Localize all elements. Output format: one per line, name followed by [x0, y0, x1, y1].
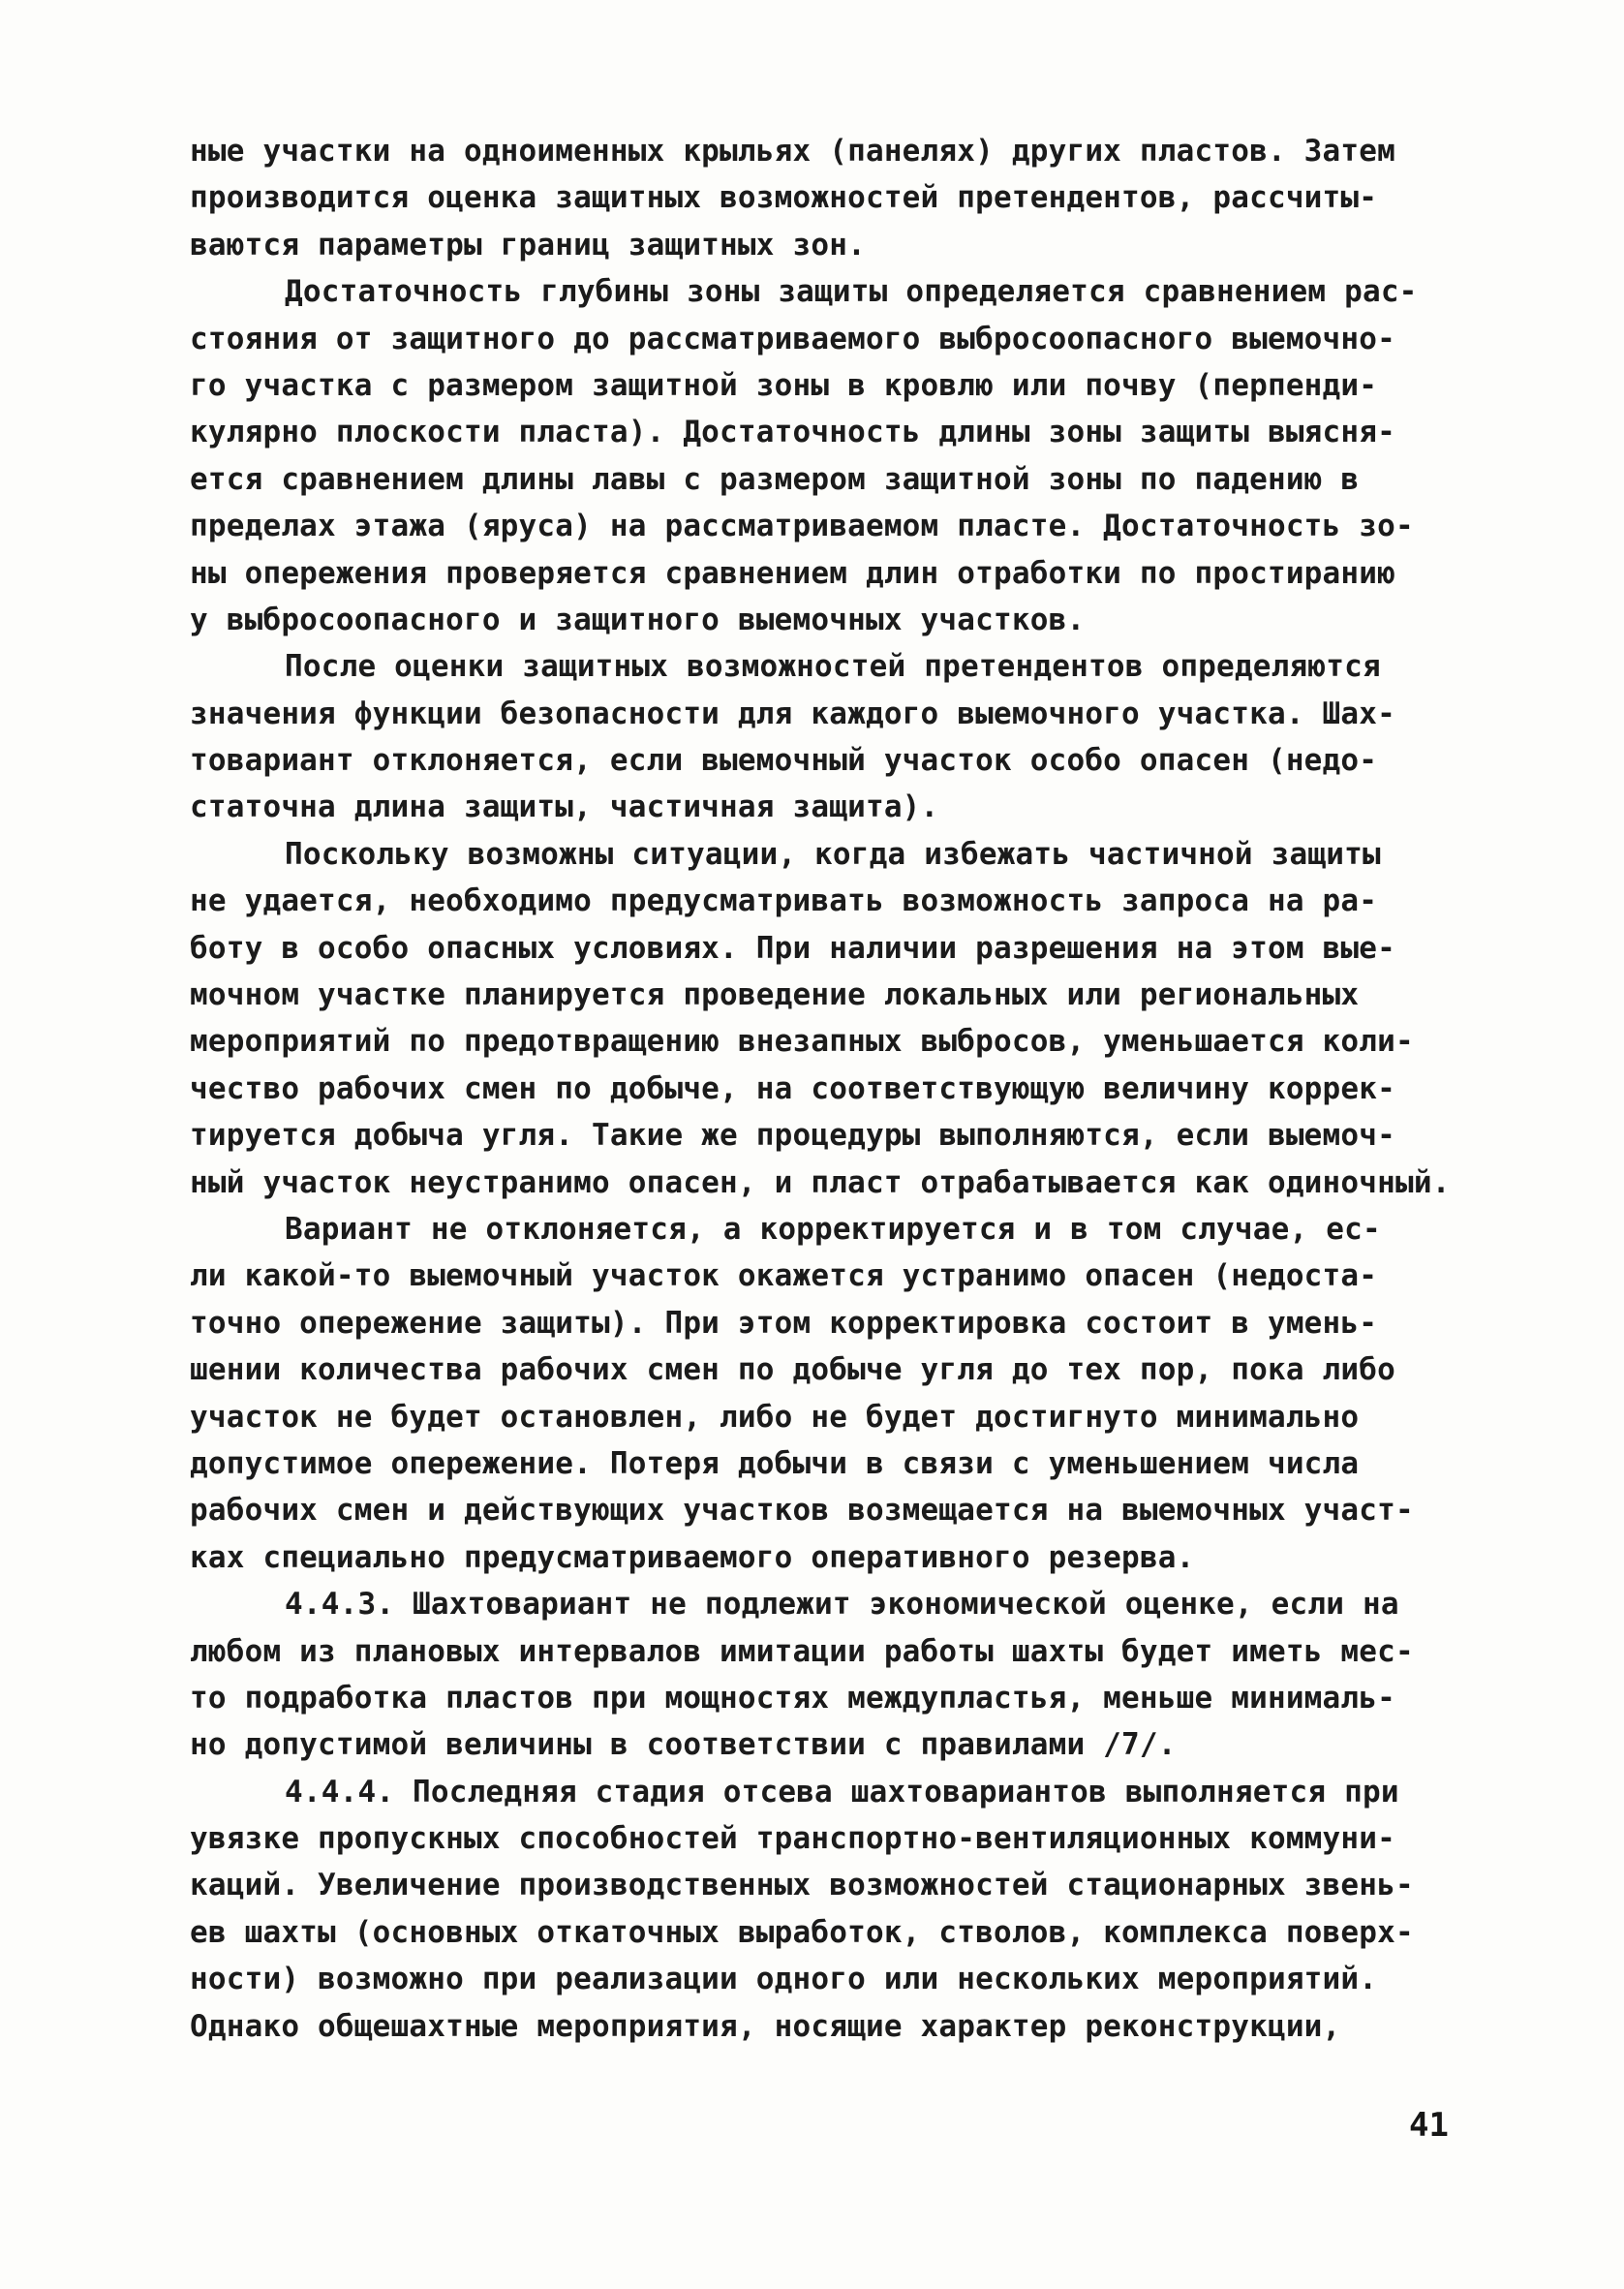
section-4-4-3-start: 4.4.3. Шахтовариант не подлежит экономической оценке, если на — [285, 1587, 1399, 1623]
text-line: участок не будет остановлен, либо не будет достигнуто минимально — [190, 1399, 1360, 1435]
text-line: производится оценка защитных возможностей претендентов, рассчиты- — [190, 180, 1378, 216]
paragraph-start: Поскольку возможны ситуации, когда избежать частичной защиты — [285, 836, 1381, 872]
text-line: увязке пропускных способностей транспортно-вентиляционных коммуни- — [190, 1821, 1395, 1857]
text-line: ны опережения проверяется сравнением длин отработки по простиранию — [190, 555, 1395, 591]
text-line: ваются параметры границ защитных зон. — [190, 227, 866, 263]
text-line: у выбросоопасного и защитного выемочных участков. — [190, 602, 1086, 637]
text-line: пределах этажа (яруса) на рассматриваемом пласте. Достаточность зо- — [190, 509, 1414, 544]
text-line: рабочих смен и действующих участков возмещается на выемочных участ- — [190, 1493, 1414, 1529]
text-line: чество рабочих смен по добыче, на соответствующую величину коррек- — [190, 1070, 1395, 1106]
text-line: не удается, необходимо предусматривать возможность запроса на ра- — [190, 883, 1378, 919]
text-line: кулярно плоскости пласта). Достаточность длины зоны защиты выясня- — [190, 415, 1395, 450]
text-line: ности) возможно при реализации одного или нескольких мероприятий. — [190, 1962, 1378, 1997]
text-line: допустимое опережение. Потеря добычи в связи с уменьшением числа — [190, 1445, 1360, 1481]
section-4-4-4-start: 4.4.4. Последняя стадия отсева шахтовариантов выполняется при — [285, 1774, 1399, 1810]
text-line: статочна длина защиты, частичная защита). — [190, 789, 939, 825]
text-line: ках специально предусматриваемого оперативного резерва. — [190, 1539, 1195, 1575]
text-line: шении количества рабочих смен по добыче угля до тех пор, пока либо — [190, 1352, 1395, 1388]
paragraph-start: Достаточность глубины зоны защиты определяется сравнением рас- — [285, 274, 1418, 310]
text-line: ется сравнением длины лавы с размером защитной зоны по падению в — [190, 461, 1360, 497]
text-line: то подработка пластов при мощностях междупластья, меньше минималь- — [190, 1680, 1395, 1716]
body-text — [190, 128, 1487, 2050]
text-line: Однако общешахтные мероприятия, носящие характер реконструкции, — [190, 2008, 1341, 2044]
text-line: ли какой-то выемочный участок окажется устранимо опасен (недоста- — [190, 1258, 1378, 1294]
page-number: 41 — [1409, 2106, 1449, 2145]
text-line: тируется добыча угля. Такие же процедуры выполняются, если выемоч- — [190, 1118, 1395, 1154]
text-line: боту в особо опасных условиях. При наличии разрешения на этом вые- — [190, 930, 1395, 966]
text-line: мероприятий по предотвращению внезапных выбросов, уменьшается коли- — [190, 1024, 1414, 1060]
paragraph-start: После оценки защитных возможностей претендентов определяются — [285, 649, 1381, 685]
text-line: любом из плановых интервалов имитации работы шахты будет иметь мес- — [190, 1633, 1414, 1669]
text-line: го участка с размером защитной зоны в кровлю или почву (перпенди- — [190, 367, 1378, 403]
text-line: ные участки на одноименных крыльях (панелях) других пластов. Затем — [190, 134, 1395, 169]
text-line: ев шахты (основных откаточных выработок, стволов, комплекса поверх- — [190, 1914, 1414, 1950]
text-line: но допустимой величины в соответствии с правилами /7/. — [190, 1727, 1177, 1763]
text-line: значения функции безопасности для каждого выемочного участка. Шах- — [190, 696, 1395, 731]
text-line: ный участок неустранимо опасен, и пласт отрабатывается как одиночный. — [190, 1164, 1451, 1200]
text-line: товариант отклоняется, если выемочный участок особо опасен (недо- — [190, 743, 1378, 779]
text-line: каций. Увеличение производственных возможностей стационарных звень- — [190, 1868, 1414, 1903]
text-line: мочном участке планируется проведение локальных или региональных — [190, 977, 1360, 1013]
text-line: точно опережение защиты). При этом корректировка состоит в умень- — [190, 1305, 1378, 1341]
paragraph-start: Вариант не отклоняется, а корректируется и в том случае, ес- — [285, 1211, 1381, 1247]
text-line: стояния от защитного до рассматриваемого выбросоопасного выемочно- — [190, 321, 1395, 356]
